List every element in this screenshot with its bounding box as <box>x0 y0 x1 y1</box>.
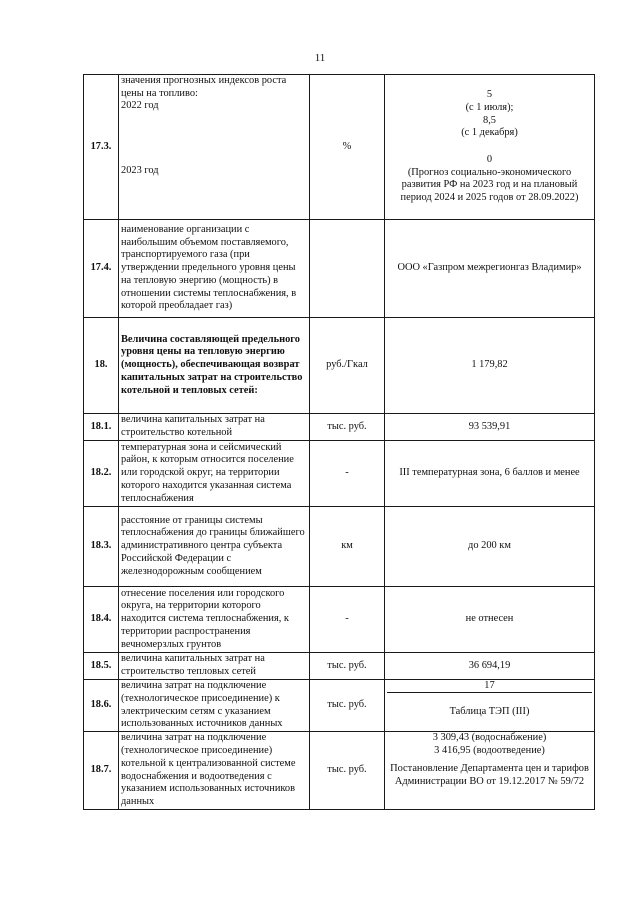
row-number: 18.3. <box>84 507 119 587</box>
value-2022-line4: (с 1 декабря) <box>461 127 518 139</box>
table-row-18-3 <box>84 507 595 587</box>
row-description: величина капитальных затрат на строительство котельной <box>119 414 310 441</box>
row-description: Величина составляющей предельного уровня цены на тепловую энергию (мощность), обеспечивающая возврат капитальных затрат на строительство котельной и тепловых сетей: <box>119 318 310 414</box>
table-row-18-7 <box>84 732 595 810</box>
row-description: величина затрат на подключение (технологическое присоединение) к электрическим сетям с указанием использованных источников данных <box>119 680 310 732</box>
row-unit: руб./Гкал <box>310 318 385 414</box>
value-2023-line2: (Прогноз социально-экономического развития РФ на 2023 год и на плановый период 2024 и 2025 годов от 28.09.2022) <box>400 166 579 204</box>
row-description: температурная зона и сейсмический район, к которым относится поселение или городской округ, на территории которого находится указанная система теплоснабжения <box>119 441 310 507</box>
row-unit: тыс. руб. <box>310 732 385 810</box>
row-unit <box>310 220 385 318</box>
row-unit: тыс. руб. <box>310 653 385 680</box>
row-value: 93 539,91 <box>385 414 595 441</box>
value-2022-line2: (с 1 июля); <box>465 101 514 113</box>
row-value: ООО «Газпром межрегионгаз Владимир» <box>385 220 595 318</box>
table-row-18-5 <box>84 653 595 680</box>
row-value: не отнесен <box>385 587 595 653</box>
value-2022-line1: 5 <box>486 89 493 101</box>
row-number: 18.7. <box>84 732 119 810</box>
table-row-17-4 <box>84 220 595 318</box>
value-amount: 17 <box>387 680 592 693</box>
row-description: наименование организации с наибольшим объемом поставляемого, транспортируемого газа (при утверждении предельного уровня цены на тепловую энергию (мощность) в отношении системы теплоснабжения, в которой преобладает газ) <box>119 220 310 318</box>
row-value: до 200 км <box>385 507 595 587</box>
value-water-disposal: 3 416,95 (водоотведение) <box>434 744 545 756</box>
row-number: 18.5. <box>84 653 119 680</box>
table-row-18-4 <box>84 587 595 653</box>
value-2022-line3: 8,5 <box>483 114 496 126</box>
row-unit: км <box>310 507 385 587</box>
tariff-parameters-table <box>83 74 595 810</box>
value-source: Постановление Департамента цен и тарифов Администрации ВО от 19.12.2017 № 59/72 <box>390 763 589 788</box>
row-unit: тыс. руб. <box>310 414 385 441</box>
value-source: Таблица ТЭП (III) <box>449 705 530 717</box>
row-number: 17.4. <box>84 220 119 318</box>
table-row-18-2 <box>84 441 595 507</box>
year-2022-label: 2022 год <box>121 100 159 112</box>
page-number: 11 <box>314 52 326 64</box>
row-value: III температурная зона, 6 баллов и менее <box>385 441 595 507</box>
row-unit: - <box>310 441 385 507</box>
table-row-18-6 <box>84 680 595 732</box>
row-number: 18.1. <box>84 414 119 441</box>
row-number: 18.2. <box>84 441 119 507</box>
row-description: отнесение поселения или городского округа, на территории которого находится система теплоснабжения, к территории распространения вечномерзлых грунтов <box>119 587 310 653</box>
row-number: 18.6. <box>84 680 119 732</box>
row-unit: % <box>310 75 385 220</box>
row-number: 17.3. <box>84 75 119 220</box>
value-water-supply: 3 309,43 (водоснабжение) <box>432 732 547 743</box>
row-unit: тыс. руб. <box>310 680 385 732</box>
row-value <box>385 732 595 810</box>
year-2023-label: 2023 год <box>121 165 159 177</box>
value-2023-line1: 0 <box>486 154 493 165</box>
row-unit: - <box>310 587 385 653</box>
row-number: 18.4. <box>84 587 119 653</box>
row-value <box>385 680 595 732</box>
row-value: 36 694,19 <box>385 653 595 680</box>
row-description: величина капитальных затрат на строительство тепловых сетей <box>119 653 310 680</box>
row-value <box>385 75 595 220</box>
table-row-17-3 <box>84 75 595 220</box>
description-text: значения прогнозных индексов роста цены на топливо: <box>121 75 287 99</box>
table-row-18-1 <box>84 414 595 441</box>
row-value: 1 179,82 <box>385 318 595 414</box>
row-description: величина затрат на подключение (технологическое присоединение) котельной к централизованной системе водоснабжения и водоотведения с указанием использованных источников данных <box>119 732 310 810</box>
row-number: 18. <box>84 318 119 414</box>
table-row-18 <box>84 318 595 414</box>
row-description <box>119 75 310 220</box>
row-description: расстояние от границы системы теплоснабжения до границы ближайшего административного центра субъекта Российской Федерации с железнодорожным сообщением <box>119 507 310 587</box>
